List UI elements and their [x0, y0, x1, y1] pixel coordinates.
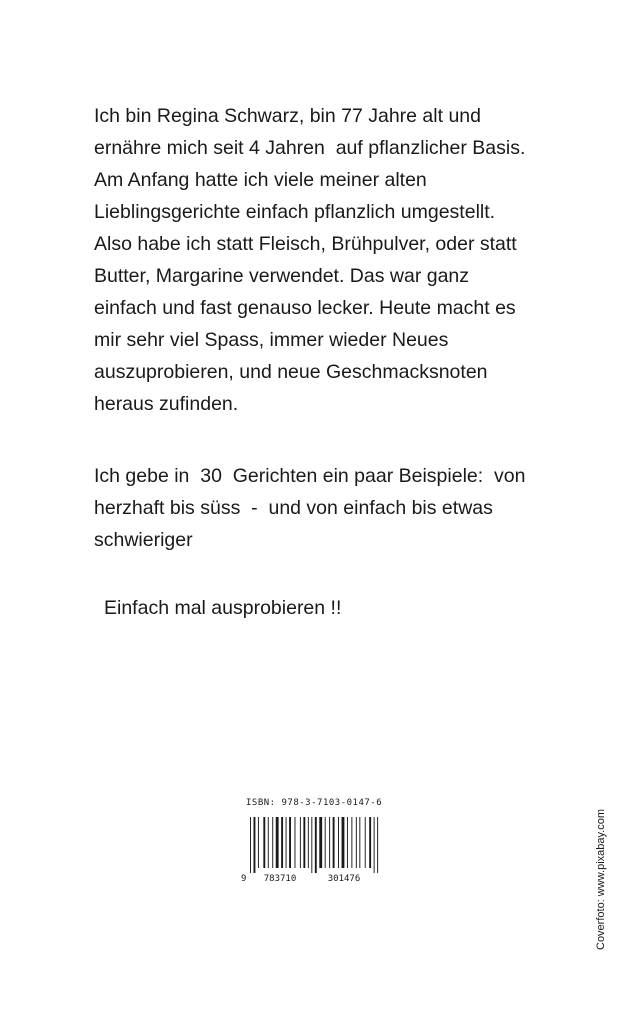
text-line: mir sehr viel Spass, immer wieder Neues [94, 329, 449, 351]
barcode-bar [311, 817, 312, 873]
barcode-bar [369, 817, 371, 868]
barcode-bar [295, 817, 296, 868]
barcode-bar [272, 817, 273, 868]
text-line: herzhaft bis süss - und von einfach bis etwas [94, 497, 493, 519]
barcode-bar [303, 817, 305, 868]
barcode-bar [254, 817, 256, 873]
text-line: Ich gebe in 30 Gerichten ein paar Beispiele: von [94, 465, 526, 487]
barcode-bar [281, 817, 283, 868]
text-line: Ich bin Regina Schwarz, bin 77 Jahre alt und [94, 105, 481, 127]
barcode-bar [377, 817, 378, 873]
barcode-bar [300, 817, 301, 868]
blurb-paragraph-recipes [94, 460, 525, 556]
closing-line: Einfach mal ausprobieren !! [104, 597, 342, 619]
barcode-digit-first: 9 [241, 874, 247, 884]
barcode-bar [374, 817, 375, 873]
barcode-bar [365, 817, 366, 868]
barcode-bar [356, 817, 357, 868]
text-line: Lieblingsgerichte einfach pflanzlich umgestellt. [94, 201, 496, 223]
text-line: Am Anfang hatte ich viele meiner alten [94, 169, 427, 191]
text-line: ernähre mich seit 4 Jahren auf pflanzlicher Basis. [94, 137, 526, 159]
barcode-bar [276, 817, 279, 868]
barcode-bar [268, 817, 269, 868]
barcode-bar [250, 817, 251, 873]
text-line: Also habe ich statt Fleisch, Brühpulver, oder statt [94, 233, 517, 255]
text-line: schwieriger [94, 529, 193, 551]
barcode-bar [333, 817, 335, 868]
barcode-bar [289, 817, 291, 868]
text-line: heraus zufinden. [94, 393, 239, 415]
text-line: einfach und fast genauso lecker. Heute macht es [94, 297, 516, 319]
barcode-digits-left: 783710 [263, 874, 297, 884]
barcode-bar [319, 817, 322, 868]
barcode-bar [329, 817, 330, 868]
barcode-bar [258, 817, 259, 868]
barcode-digits-right: 301476 [327, 874, 361, 884]
barcode-bar [325, 817, 326, 868]
barcode-bar [315, 817, 317, 873]
barcode-bar [338, 817, 339, 868]
barcode-bar [342, 817, 345, 868]
barcode-bar [359, 817, 360, 868]
text-line: auszuprobieren, und neue Geschmacksnoten [94, 361, 488, 383]
barcode-bars [250, 817, 378, 873]
barcode-bar [263, 817, 265, 868]
barcode-bar [308, 817, 309, 868]
barcode [240, 815, 390, 885]
blurb-paragraph-intro [94, 100, 525, 420]
isbn-label: ISBN: 978-3-7103-0147-6 [246, 798, 383, 808]
barcode-bar [351, 817, 352, 868]
barcode-bar [286, 817, 287, 868]
barcode-bar [347, 817, 348, 868]
text-line: Butter, Margarine verwendet. Das war ganz [94, 265, 470, 287]
cover-photo-credit: Coverfoto: www.pixabay.com [595, 808, 607, 950]
